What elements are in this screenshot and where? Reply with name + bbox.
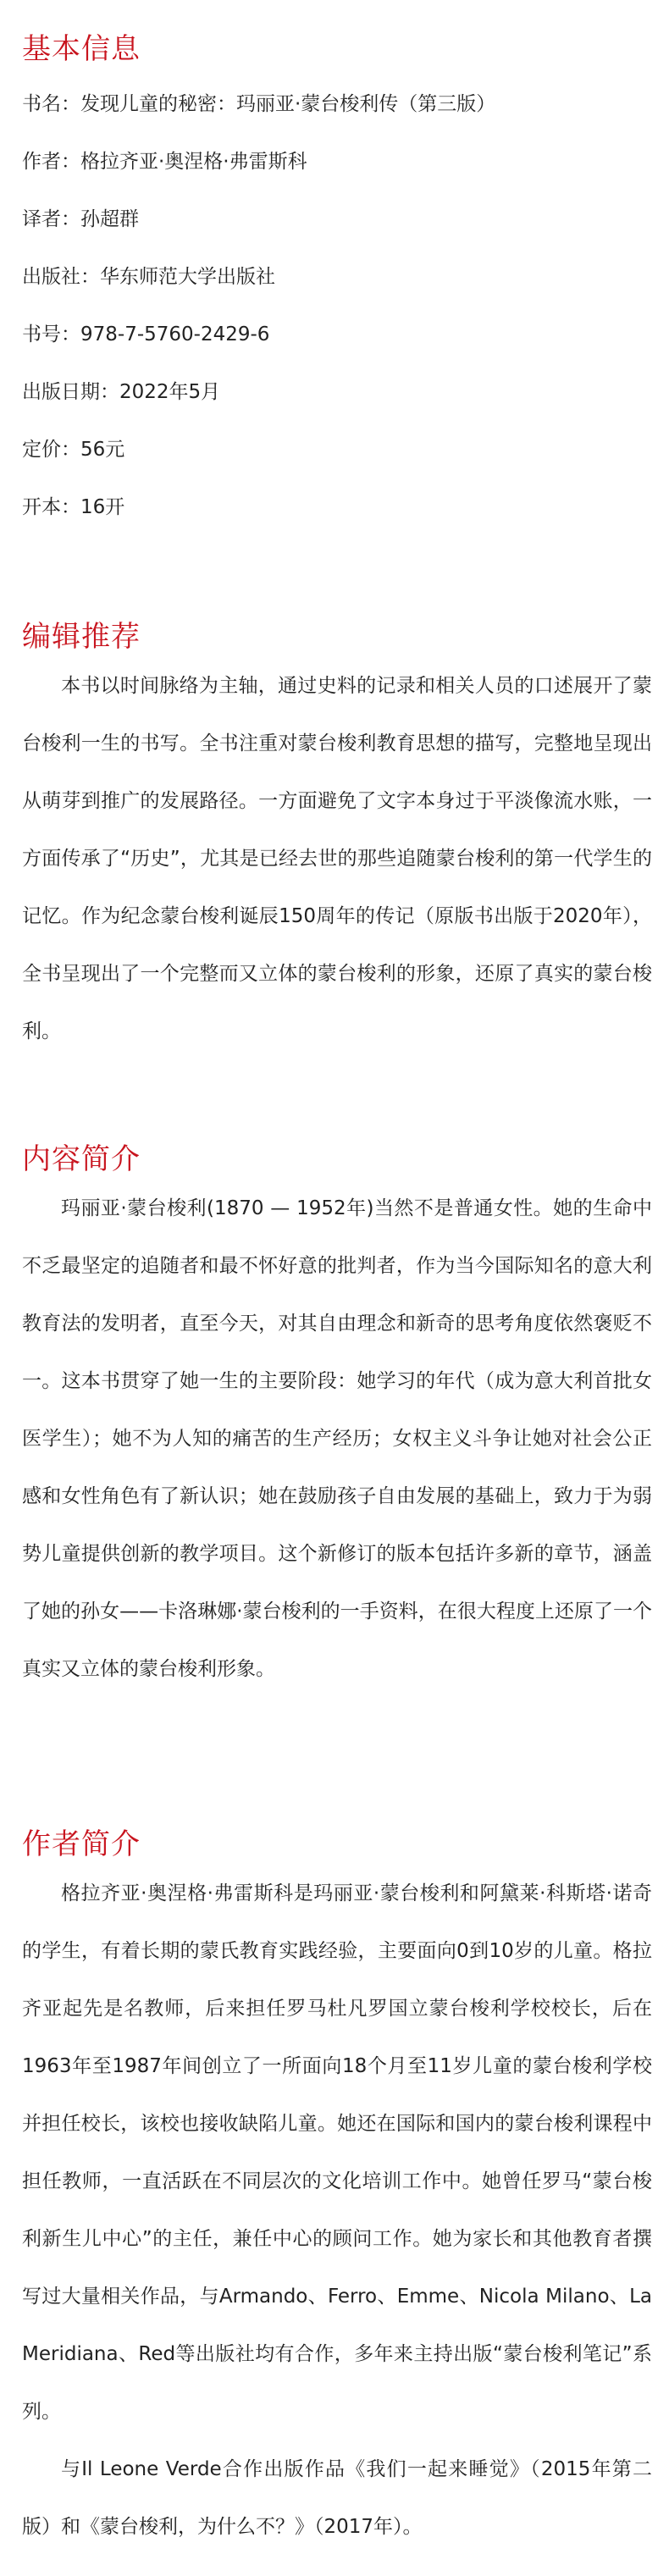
basic-info-section (0, 30, 669, 552)
basic-info-heading: 基本信息 (22, 32, 141, 66)
info-row-book-title: 书名：发现儿童的秘密：玛丽亚·蒙台梭利传（第三版） (22, 93, 496, 115)
author-intro-paragraph-2: 与Il Leone Verde合作出版作品《我们一起来睡觉》（2015年第二版）和《蒙台梭利，为什么不？》（2017年）。 (22, 2458, 652, 2538)
author-intro-paragraph-1: 格拉齐亚·奥涅格·弗雷斯科是玛丽亚·蒙台梭利和阿黛莱·科斯塔·诺奇的学生，有着长期的蒙氏教育实践经验，主要面向0到10岁的儿童。格拉齐亚起先是名教师，后来担任罗马杜凡罗国立蒙台梭利学校校长，后在1963年至1987年间创立了一所面向18个月至11岁儿童的蒙台梭利学校并担任校长，该校也接收缺陷儿童。她还在国际和国内的蒙台梭利课程中担任教师，一直活跃在不同层次的文化培训工作中。她曾任罗马“蒙台梭利新生儿中心”的主任，兼任中心的顾问工作。她为家长和其他教育者撰写过大量相关作品，与Armando、Ferro、Emme、Nicola Milano、La Meridiana、Red等出版社均有合作，多年来主持出版“蒙台梭利笔记”系列。 (22, 1882, 652, 2423)
editor-recommendation-section (0, 618, 669, 1060)
info-row-isbn: 书号：978-7-5760-2429-6 (22, 323, 270, 345)
info-row-translator: 译者：孙超群 (22, 208, 139, 230)
basic-info-list (0, 91, 669, 552)
content-summary-heading: 内容简介 (22, 1142, 141, 1176)
content-summary-paragraph: 玛丽亚·蒙台梭利(1870 — 1952年)当然不是普通女性。她的生命中不乏最坚定的追随者和最不怀好意的批判者，作为当今国际知名的意大利教育法的发明者，直至今天，对其自由理念和新奇的思考角度依然褒贬不一。这本书贯穿了她一生的主要阶段：她学习的年代（成为意大利首批女医学生）；她不为人知的痛苦的生产经历；女权主义斗争让她对社会公正感和女性角色有了新认识；她在鼓励孩子自由发展的基础上，致力于为弱势儿童提供创新的教学项目。这个新修订的版本包括许多新的章节，涵盖了她的孙女——卡洛琳娜·蒙台梭利的一手资料，在很大程度上还原了一个真实又立体的蒙台梭利形象。 (22, 1197, 652, 1680)
info-row-format: 开本：16开 (22, 496, 125, 518)
info-row-pub-date: 出版日期：2022年5月 (22, 381, 221, 403)
info-row-author: 作者：格拉齐亚·奥涅格·弗雷斯科 (22, 151, 307, 173)
info-row-publisher: 出版社：华东师范大学出版社 (22, 266, 275, 288)
editor-recommendation-heading: 编辑推荐 (22, 620, 141, 654)
info-row-price: 定价：56元 (22, 439, 125, 461)
author-intro-section (0, 1826, 669, 2556)
content-summary-section (0, 1141, 669, 1698)
author-intro-heading: 作者简介 (22, 1827, 141, 1861)
editor-recommendation-paragraph: 本书以时间脉络为主轴，通过史料的记录和相关人员的口述展开了蒙台梭利一生的书写。全书注重对蒙台梭利教育思想的描写，完整地呈现出从萌芽到推广的发展路径。一方面避免了文字本身过于平淡像流水账，一方面传承了“历史”，尤其是已经去世的那些追随蒙台梭利的第一代学生的记忆。作为纪念蒙台梭利诞辰150周年的传记（原版书出版于2020年），全书呈现出了一个完整而又立体的蒙台梭利的形象，还原了真实的蒙台梭利。 (22, 675, 652, 1042)
